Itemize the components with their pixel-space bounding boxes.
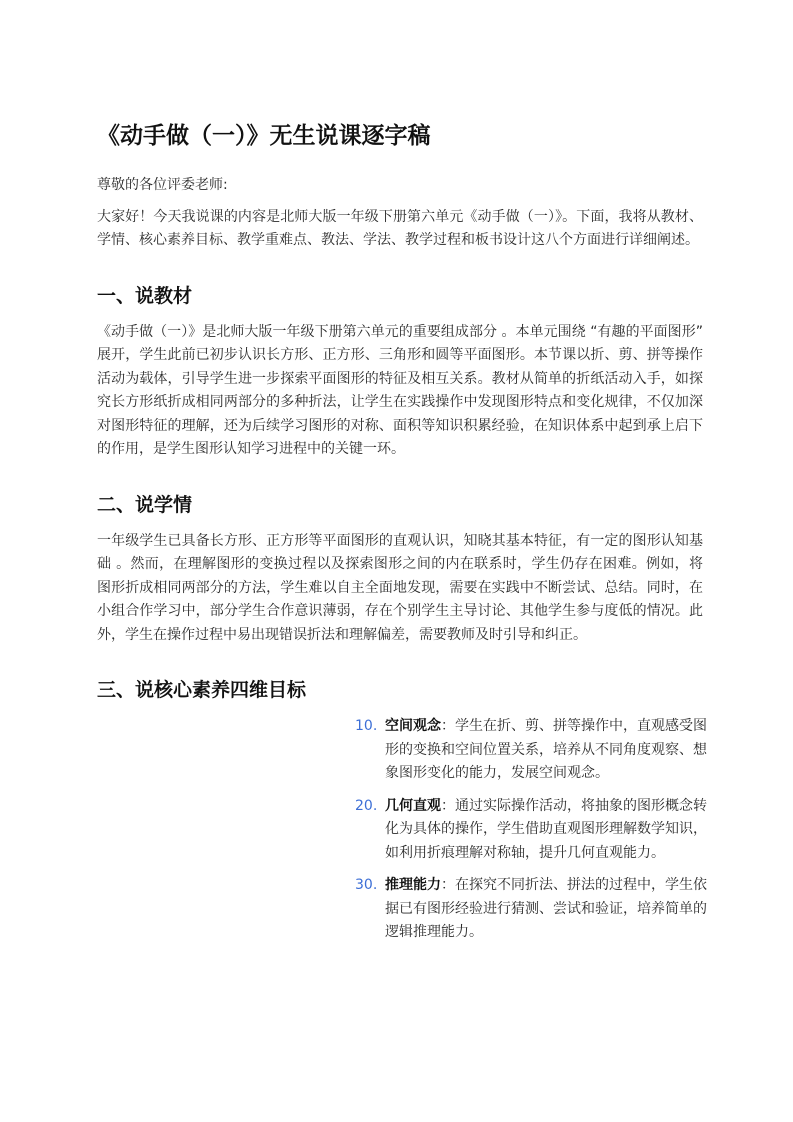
section-heading-textbook: 一、说教材 <box>97 284 193 307</box>
goal-number: 30. <box>355 877 378 893</box>
goal-name: 空间观念 <box>385 718 441 734</box>
goal-item-spatial <box>355 715 707 786</box>
goal-item-geometry <box>355 795 707 866</box>
goal-name: 推理能力 <box>385 877 441 893</box>
document-page <box>97 118 707 954</box>
section-body-textbook: 《动手做（一）》是北师大版一年级下册第六单元的重要组成部分 。本单元围绕 “有趣的平面图形” 展开，学生此前已初步认识长方形、正方形、三角形和圆等平面图形。本节课以折、剪、拼等操作活动为载体，引导学生进一步探索平面图形的特征及相互关系。教材从简单的折纸活动入手，如探究长方形纸折成相同两部分的多种折法，让学生在实践操作中发现图形特点和变化规律，不仅加深对图形特征的理解，还为后续学习图形的对称、面积等知识积累经验，在知识体系中起到承上启下的作用，是学生图形认知学习进程中的关键一环。 <box>97 323 703 457</box>
section-heading-goals: 三、说核心素养四维目标 <box>97 679 307 701</box>
intro-paragraph: 大家好！今天我说课的内容是北师大版一年级下册第六单元《动手做（一）》。下面，我将从教材、学情、核心素养目标、教学重难点、教法、学法、教学过程和板书设计这八个方面进行详细阐述。 <box>97 208 703 248</box>
goal-number: 20. <box>355 797 378 814</box>
goal-text: ：在探究不同折法、拼法的过程中，学生依据已有图形经验进行猜测、尝试和验证，培养简单的逻辑推理能力。 <box>385 877 707 940</box>
document-title: 《动手做（一）》无生说课逐字稿 <box>97 123 431 149</box>
goal-item-reasoning <box>355 874 707 945</box>
section-heading-students: 二、说学情 <box>97 493 193 516</box>
section-body-students: 一年级学生已具备长方形、正方形等平面图形的直观认识，知晓其基本特征，有一定的图形认知基础 。然而，在理解图形的变换过程以及探索图形之间的内在联系时，学生仍存在困难。例如，将图形折成相同两部分的方法，学生难以自主全面地发现，需要在实践中不断尝试、总结。同时，在小组合作学习中，部分学生合作意识薄弱，存在个别学生主导讨论、其他学生参与度低的情况。此外，学生在操作过程中易出现错误折法和理解偏差，需要教师及时引导和纠正。 <box>97 532 703 643</box>
goal-text: ：学生在折、剪、拼等操作中，直观感受图形的变换和空间位置关系，培养从不同角度观察、想象图形变化的能力，发展空间观念。 <box>385 718 707 781</box>
greeting: 尊敬的各位评委老师: <box>97 177 228 193</box>
goal-number: 10. <box>355 718 378 734</box>
goals-list <box>355 715 707 945</box>
goal-text: ：通过实际操作活动，将抽象的图形概念转化为具体的操作，学生借助直观图形理解数学知识，如利用折痕理解对称轴，提升几何直观能力。 <box>385 797 707 861</box>
goal-name: 几何直观 <box>385 797 441 814</box>
